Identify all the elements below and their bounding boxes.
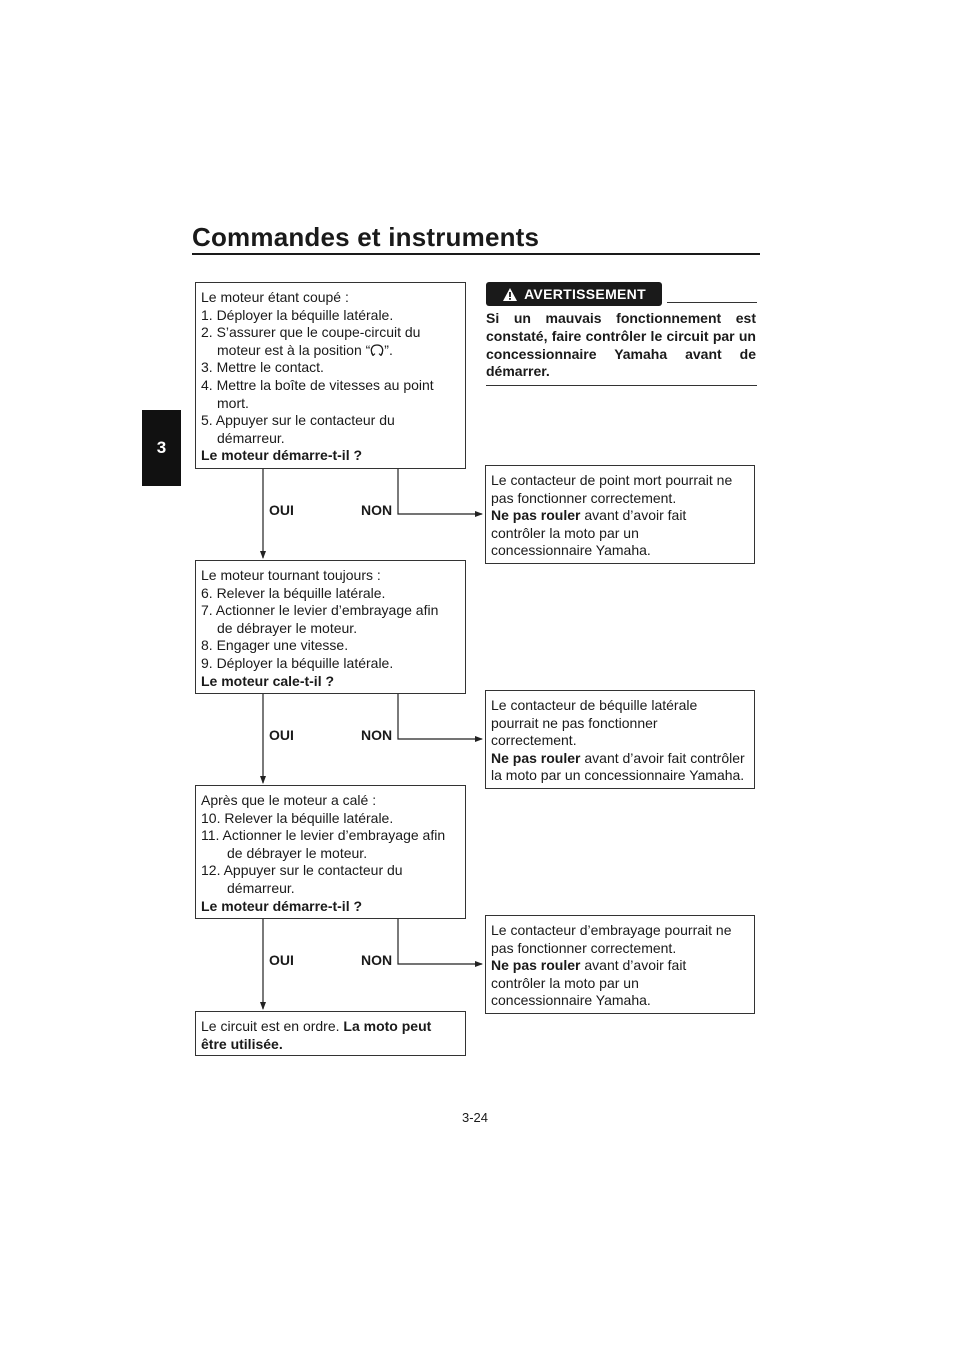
no-arrow-2 <box>398 694 482 739</box>
final-bold-1: La moto peut <box>343 1018 432 1034</box>
fault1-bold: Ne pas rouler <box>491 507 581 524</box>
final-box <box>195 1011 466 1056</box>
yes-label-1: OUI <box>269 502 294 518</box>
step3-intro: Après que le moteur a calé : <box>201 792 377 808</box>
page-number: 3-24 <box>462 1110 489 1125</box>
fault3-line-1: Le contacteur d’embrayage pourrait ne <box>491 922 732 938</box>
fault1-line-2: pas fonctionner correctement. <box>491 489 677 506</box>
step1-line-4b: mort. <box>217 394 249 411</box>
step2-intro: Le moteur tournant toujours : <box>201 567 381 583</box>
final-bold-2: être utilisée. <box>201 1035 283 1052</box>
step-box-2 <box>195 560 466 694</box>
step3-line-12b: démarreur. <box>227 879 295 896</box>
step-box-3 <box>195 785 466 919</box>
warning-rule-top <box>667 302 757 303</box>
no-label-3: NON <box>361 952 393 968</box>
step3-line-10: 10. Relever la béquille latérale. <box>201 809 394 826</box>
step3-question: Le moteur démarre-t-il ? <box>201 897 363 914</box>
step1-line-5b: démarreur. <box>217 429 285 446</box>
chapter-tab: 3 <box>142 410 181 486</box>
step1-line-4: 4. Mettre la boîte de vitesses au point <box>201 376 434 393</box>
fault2-line-3: correctement. <box>491 732 577 749</box>
step3-line-11: 11. Actionner le levier d’embrayage afin <box>201 827 446 844</box>
page-title: Commandes et instruments <box>192 222 540 252</box>
no-arrow-1 <box>398 469 482 514</box>
no-label-1: NON <box>361 502 393 518</box>
step2-line-7: 7. Actionner le levier d’embrayage afin <box>201 602 439 619</box>
warning-label: AVERTISSEMENT <box>524 286 646 302</box>
step3-line-11b: de débrayer le moteur. <box>227 844 368 861</box>
step2-line-7b: de débrayer le moteur. <box>217 619 358 636</box>
fault3-bold: Ne pas rouler <box>491 957 581 974</box>
warning-text: Si un mauvais fonctionnement est constaté, faire contrôler le circuit par un concessionnaire Yamaha avant de démarrer. <box>486 310 756 380</box>
fault3-line-4: contrôler la moto par un <box>491 974 639 991</box>
step2-question: Le moteur cale-t-il ? <box>201 672 335 689</box>
step1-line-2b <box>201 342 459 360</box>
fault-box-3 <box>485 915 755 1014</box>
fault2-bold: Ne pas rouler <box>491 749 581 766</box>
fault3-line-5: concessionnaire Yamaha. <box>491 992 651 1009</box>
step1-line-2: 2. S’assurer que le coupe-circuit du <box>201 324 421 341</box>
fault2-line-5: la moto par un concessionnaire Yamaha. <box>491 767 745 784</box>
fault2-line-1: Le contacteur de béquille latérale <box>491 697 698 713</box>
step1-line-5: 5. Appuyer sur le contacteur du <box>201 412 395 429</box>
fault-box-1 <box>485 465 755 564</box>
fault3-line-2: pas fonctionner correctement. <box>491 939 677 956</box>
yes-label-3: OUI <box>269 952 294 968</box>
step1-line-2b-post: ”. <box>384 341 393 358</box>
fault1-line-1: Le contacteur de point mort pourrait ne <box>491 472 733 488</box>
step1-line-3: 3. Mettre le contact. <box>201 359 324 376</box>
step3-line-12: 12. Appuyer sur le contacteur du <box>201 862 403 879</box>
warning-triangle-icon <box>502 287 518 302</box>
final-text: Le circuit est en ordre. <box>201 1018 344 1034</box>
warning-badge <box>486 282 662 306</box>
fault1-line-3: avant d’avoir fait <box>580 507 687 524</box>
no-arrow-3 <box>398 919 482 964</box>
fault1-line-5: concessionnaire Yamaha. <box>491 542 651 559</box>
no-label-2: NON <box>361 727 393 743</box>
step1-line-1: 1. Déployer la béquille latérale. <box>201 306 394 323</box>
step1-question: Le moteur démarre-t-il ? <box>201 447 363 464</box>
step1-line-2b-pre: moteur est à la position “ <box>217 341 371 358</box>
fault1-line-4: contrôler la moto par un <box>491 524 639 541</box>
yes-label-2: OUI <box>269 727 294 743</box>
step1-intro: Le moteur étant coupé : <box>201 289 349 305</box>
fault2-line-4: avant d’avoir fait contrôler <box>580 749 745 766</box>
warning-rule-bottom <box>486 385 757 386</box>
step2-line-6: 6. Relever la béquille latérale. <box>201 584 386 601</box>
step2-line-8: 8. Engager une vitesse. <box>201 637 349 654</box>
fault2-line-2: pourrait ne pas fonctionner <box>491 714 658 731</box>
fault-box-2 <box>485 690 755 789</box>
engine-run-icon <box>370 344 384 356</box>
step-box-1 <box>195 282 466 469</box>
fault3-line-3: avant d’avoir fait <box>580 957 687 974</box>
step2-line-9: 9. Déployer la béquille latérale. <box>201 654 394 671</box>
